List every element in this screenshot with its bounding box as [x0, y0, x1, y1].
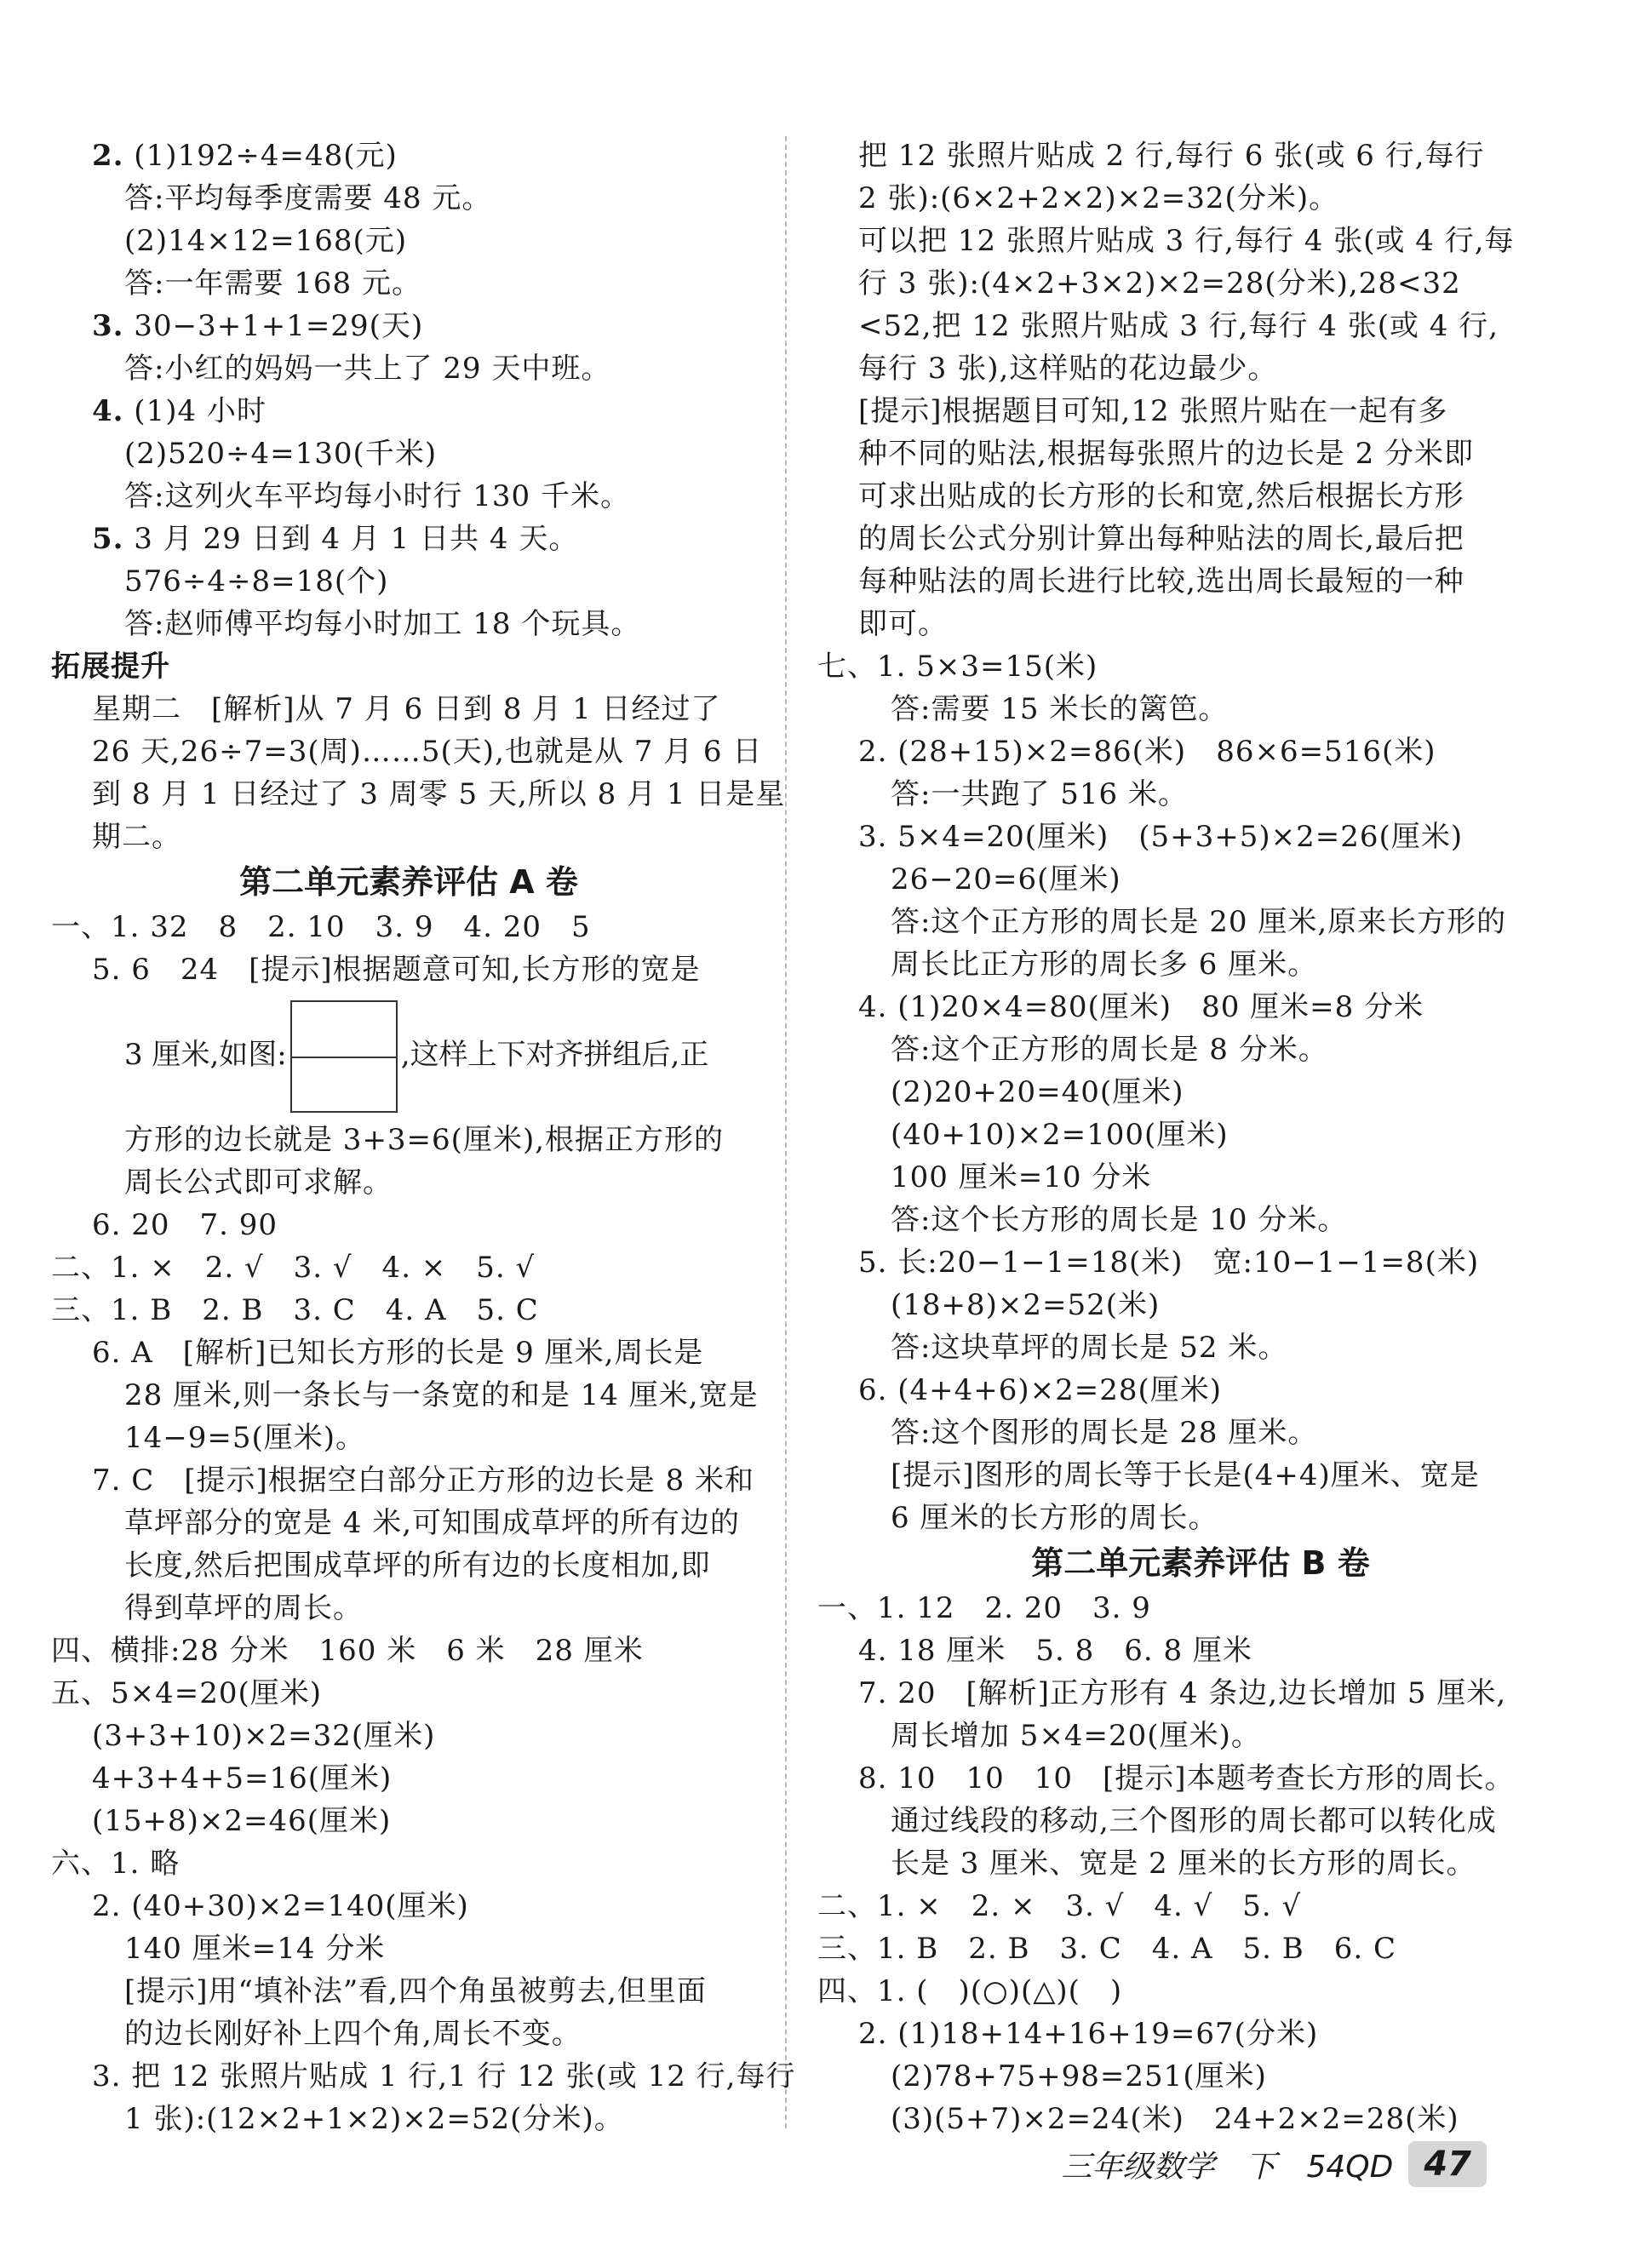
answer-line: 576÷4÷8=18(个) [124, 564, 389, 598]
answer-line: 种不同的贴法,根据每张照片的边长是 2 分米即 [858, 437, 1475, 471]
answer-line: [提示]根据题目可知,12 张照片贴在一起有多 [858, 394, 1448, 428]
answer-line: 可以把 12 张照片贴成 3 行,每行 4 张(或 4 行,每 [858, 224, 1515, 258]
answer-line: 28 厘米,则一条长与一条宽的和是 14 厘米,宽是 [124, 1378, 759, 1412]
answer-line: 2. (40+30)×2=140(厘米) [92, 1889, 469, 1923]
answer-line: 6 厘米的长方形的周长。 [891, 1501, 1218, 1535]
answer-line: 行 3 张):(4×2+3×2)×2=28(分米),28<32 [858, 266, 1461, 301]
answer-line: 得到草坪的周长。 [124, 1591, 363, 1625]
answer-line: 4. (1)20×4=80(厘米) 80 厘米=8 分米 [858, 990, 1424, 1024]
answer-line: 4+3+4+5=16(厘米) [92, 1761, 393, 1796]
figure-caption-before: 3 厘米,如图: [124, 1038, 287, 1072]
answer-line: 2. (1)18+14+16+19=67(分米) [858, 2017, 1319, 2051]
right-column [817, 135, 1584, 2140]
answer-line: 答:这块草坪的周长是 52 米。 [891, 1331, 1288, 1365]
answer-line: (2)20+20=40(厘米) [891, 1075, 1184, 1109]
answer-line: [提示]用“填补法”看,四个角虽被剪去,但里面 [124, 1974, 707, 2008]
figure-line [51, 991, 766, 1119]
answer-line: 140 厘米=14 分米 [124, 1932, 386, 1966]
answer-line: 3. 把 12 张照片贴成 1 行,1 行 12 张(或 12 行,每行 [92, 2059, 796, 2093]
answer-line: 答:这个长方形的周长是 10 分米。 [891, 1203, 1348, 1237]
book-label: 三年级数学 下 54QD [1061, 2149, 1394, 2185]
answer-line: [提示]图形的周长等于长是(4+4)厘米、宽是 [891, 1458, 1480, 1492]
answer-line: 答:赵师傅平均每小时加工 18 个玩具。 [124, 607, 641, 641]
answer-line: (15+8)×2=46(厘米) [92, 1804, 392, 1838]
answer-line: 三、1. B 2. B 3. C 4. A 5. C [51, 1293, 539, 1327]
answer-line: (40+10)×2=100(厘米) [891, 1118, 1229, 1152]
answer-line: 每行 3 张),这样贴的花边最少。 [858, 352, 1278, 386]
answer-line: 七、1. 5×3=15(米) [817, 650, 1098, 684]
answer-line: 7. C [提示]根据空白部分正方形的边长是 8 米和 [92, 1463, 755, 1498]
answer-line: 的周长公式分别计算出每种贴法的周长,最后把 [858, 522, 1464, 556]
answer-line: 三、1. B 2. B 3. C 4. A 5. B 6. C [817, 1932, 1397, 1966]
section-title-a: 第二单元素养评估 A 卷 [239, 863, 578, 901]
answer-line: 答:一共跑了 516 米。 [891, 777, 1188, 811]
answer-line: 26 天,26÷7=3(周)……5(天),也就是从 7 月 6 日 [92, 735, 763, 769]
subsection-heading: 拓展提升 [51, 650, 170, 684]
answer-line: 2 张):(6×2+2×2)×2=32(分米)。 [858, 181, 1339, 215]
answer-line: 14−9=5(厘米)。 [124, 1421, 366, 1455]
answer-line: 六、1. 略 [51, 1847, 181, 1881]
answer-line: 星期二 [解析]从 7 月 6 日到 8 月 1 日经过了 [92, 692, 721, 726]
answer-line: 答:这列火车平均每小时行 130 千米。 [124, 479, 630, 513]
answer-line: 答:这个正方形的周长是 8 分米。 [891, 1033, 1328, 1067]
answer-line: 四、1. ( )(○)(△)( ) [817, 1974, 1123, 2008]
answer-line: (2)78+75+98=251(厘米) [891, 2059, 1267, 2093]
page-footer [1061, 2137, 1487, 2191]
answer-line: 2. (1)192÷4=48(元) [92, 139, 398, 173]
answer-line: 2. (28+15)×2=86(米) 86×6=516(米) [858, 735, 1436, 769]
answer-line: 即可。 [858, 607, 948, 641]
answer-line: 3. 5×4=20(厘米) (5+3+5)×2=26(厘米) [858, 820, 1464, 854]
answer-line: 的边长刚好补上四个角,周长不变。 [124, 2017, 582, 2051]
answer-line: 通过线段的移动,三个图形的周长都可以转化成 [891, 1804, 1497, 1838]
answer-line: 答:这个图形的周长是 28 厘米。 [891, 1416, 1318, 1450]
column-divider [785, 136, 787, 2128]
answer-line: (2)520÷4=130(千米) [124, 437, 438, 471]
answer-line: 26−20=6(厘米) [891, 862, 1121, 896]
answer-line: (2)14×12=168(元) [124, 224, 408, 258]
answer-line: (3+3+10)×2=32(厘米) [92, 1719, 436, 1753]
section-title-b: 第二单元素养评估 B 卷 [1031, 1544, 1370, 1582]
answer-line: 答:一年需要 168 元。 [124, 266, 421, 301]
answer-line: 5. 3 月 29 日到 4 月 1 日共 4 天。 [92, 522, 579, 556]
answer-line: 100 厘米=10 分米 [891, 1160, 1152, 1194]
figure-caption-after: ,这样上下对齐拼组后,正 [400, 1038, 709, 1072]
answer-line: 二、1. × 2. √ 3. √ 4. × 5. √ [51, 1251, 536, 1285]
left-column [51, 135, 796, 2140]
answer-line: 答:平均每季度需要 48 元。 [124, 181, 492, 215]
answer-line: 6. A [解析]已知长方形的长是 9 厘米,周长是 [92, 1336, 704, 1370]
page-number: 47 [1408, 2141, 1487, 2187]
answer-line: 6. (4+4+6)×2=28(厘米) [858, 1373, 1223, 1407]
answer-line: 答:需要 15 米长的篱笆。 [891, 692, 1229, 726]
answer-line: 把 12 张照片贴成 2 行,每行 6 张(或 6 行,每行 [858, 139, 1485, 173]
answer-line: 二、1. × 2. × 3. √ 4. √ 5. √ [817, 1889, 1302, 1923]
answer-line: 长度,然后把围成草坪的所有边的长度相加,即 [124, 1549, 711, 1583]
answer-line: 3. 30−3+1+1=29(天) [92, 309, 424, 343]
answer-line: 8. 10 10 10 [提示]本题考查长方形的周长。 [858, 1761, 1515, 1796]
answer-line: 答:这个正方形的周长是 20 厘米,原来长方形的 [891, 905, 1507, 939]
answer-line: 5. 6 24 [提示]根据题意可知,长方形的宽是 [92, 953, 701, 987]
answer-line: 7. 20 [解析]正方形有 4 条边,边长增加 5 厘米, [858, 1676, 1507, 1710]
answer-line: 四、横排:28 分米 160 米 6 米 28 厘米 [51, 1634, 644, 1668]
answer-line: (18+8)×2=52(米) [891, 1288, 1161, 1322]
answer-line: 每种贴法的周长进行比较,选出周长最短的一种 [858, 564, 1464, 598]
answer-line: 可求出贴成的长方形的长和宽,然后根据长方形 [858, 479, 1464, 513]
answer-line: 长是 3 厘米、宽是 2 厘米的长方形的周长。 [891, 1847, 1476, 1881]
answer-line: 五、5×4=20(厘米) [51, 1676, 323, 1710]
answer-line: 6. 20 7. 90 [92, 1208, 278, 1242]
answer-line: 草坪部分的宽是 4 米,可知围成草坪的所有边的 [124, 1506, 741, 1540]
answer-line: 期二。 [92, 820, 181, 854]
answer-line: 周长比正方形的周长多 6 厘米。 [891, 948, 1318, 982]
answer-line: 一、1. 32 8 2. 10 3. 9 4. 20 5 [51, 910, 591, 944]
answer-line: 4. 18 厘米 5. 8 6. 8 厘米 [858, 1634, 1252, 1668]
answer-line: (3)(5+7)×2=24(米) 24+2×2=28(米) [891, 2102, 1459, 2136]
answer-line: 周长公式即可求解。 [124, 1166, 393, 1200]
rectangle-figure [290, 1000, 398, 1113]
answer-line: 1 张):(12×2+1×2)×2=52(分米)。 [124, 2102, 624, 2136]
answer-line: 周长增加 5×4=20(厘米)。 [891, 1719, 1261, 1753]
answer-line: 一、1. 12 2. 20 3. 9 [817, 1591, 1151, 1625]
answer-line: 方形的边长就是 3+3=6(厘米),根据正方形的 [124, 1123, 725, 1157]
answer-line: 4. (1)4 小时 [92, 394, 267, 428]
answer-line: 到 8 月 1 日经过了 3 周零 5 天,所以 8 月 1 日是星 [92, 777, 786, 811]
answer-line: 5. 长:20−1−1=18(米) 宽:10−1−1=8(米) [858, 1246, 1480, 1280]
answer-line: <52,把 12 张照片贴成 3 行,每行 4 张(或 4 行, [858, 309, 1499, 343]
answer-line: 答:小红的妈妈一共上了 29 天中班。 [124, 352, 611, 386]
